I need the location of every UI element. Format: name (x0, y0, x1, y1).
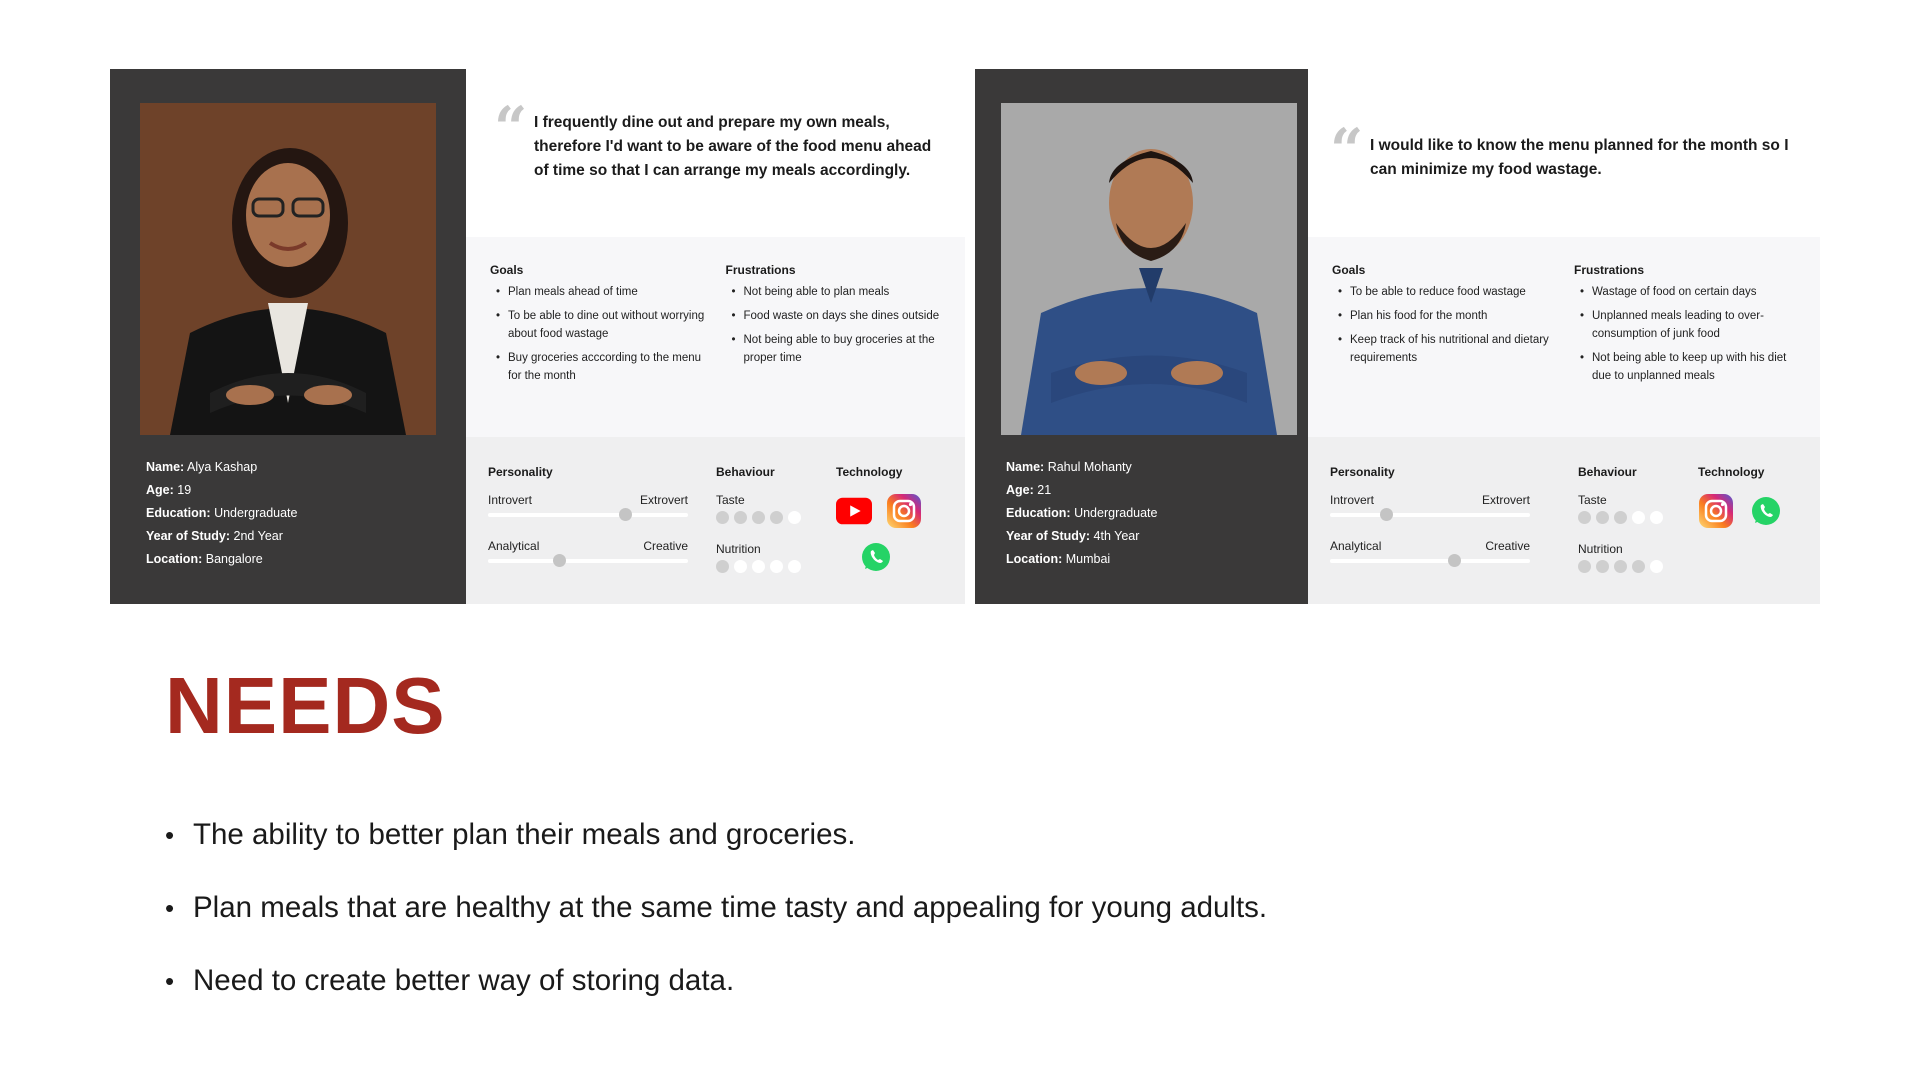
info-name: Name: Alya Kashap (146, 460, 258, 474)
list-item: • To be able to dine out without worrying about food wastage (490, 307, 708, 343)
info-location: Location: Mumbai (1006, 552, 1111, 566)
rating-dot (1578, 511, 1591, 524)
profile-panel (975, 69, 1308, 604)
slider-knob (1448, 554, 1461, 567)
profile-panel (110, 69, 466, 604)
quote-text: I would like to know the menu planned for the month so I can minimize my food wastage. (1370, 137, 1789, 178)
needs-list (165, 815, 1267, 1034)
instagram-icon (886, 493, 922, 529)
slider-knob (553, 554, 566, 567)
quote-text: I frequently dine out and prepare my own meals, therefore I'd want to be aware of the food menu ahead of time so that I can arrange my meals accordingly. (534, 114, 932, 179)
slider-track (1330, 513, 1530, 517)
slider-left-label: Analytical (488, 539, 540, 553)
technology-heading: Technology (836, 465, 903, 479)
info-age: Age: 19 (146, 483, 192, 497)
technology-icons (836, 493, 926, 575)
personality-section (488, 465, 688, 604)
goals-frustrations (1308, 237, 1820, 437)
info-year: Year of Study: 4th Year (1006, 529, 1140, 543)
info-education: Education: Undergraduate (146, 506, 298, 520)
rating-dot (770, 560, 783, 573)
frustrations-list (726, 283, 944, 367)
rating-dot (1596, 511, 1609, 524)
rating-dot (1650, 560, 1663, 573)
frustrations-section (726, 263, 944, 437)
list-item: • The ability to better plan their meals and groceries. (165, 815, 1267, 888)
list-item: • Not being able to keep up with his diet due to unplanned meals (1574, 349, 1798, 385)
slider-right-label: Extrovert (639, 493, 688, 507)
persona-quote (1308, 69, 1820, 237)
rating-dot (752, 511, 765, 524)
rating-dot (734, 560, 747, 573)
list-item: • Not being able to plan meals (726, 283, 944, 301)
slider-left-label: Introvert (1330, 493, 1375, 507)
goals-section (1332, 263, 1556, 437)
youtube-icon (836, 493, 872, 529)
slider-knob (1380, 508, 1393, 521)
goals-heading: Goals (490, 263, 524, 277)
personality-slider (1330, 493, 1530, 517)
technology-section (836, 465, 936, 604)
rating-dot (752, 560, 765, 573)
list-item: • Plan his food for the month (1332, 307, 1556, 325)
list-item: • Buy groceries acccording to the menu for the month (490, 349, 708, 385)
slider-track (488, 513, 688, 517)
persona-photo (1001, 103, 1297, 435)
list-item: • Wastage of food on certain days (1574, 283, 1798, 301)
goals-section (490, 263, 708, 437)
info-year: Year of Study: 2nd Year (146, 529, 283, 543)
personality-heading: Personality (1330, 465, 1395, 479)
instagram-icon (1698, 493, 1734, 529)
rating-dot (1596, 560, 1609, 573)
info-location: Location: Bangalore (146, 552, 263, 566)
rating-dot (716, 560, 729, 573)
frustrations-list (1574, 283, 1798, 385)
details-panel (466, 69, 965, 604)
persona-quote (466, 69, 965, 237)
rating-dots (1578, 560, 1698, 573)
persona-card-2 (975, 69, 1820, 604)
rating-dot (770, 511, 783, 524)
whatsapp-icon (858, 539, 894, 575)
slider-right-label: Extrovert (1481, 493, 1530, 507)
persona-card-1 (110, 69, 965, 604)
behaviour-section (716, 465, 836, 604)
rating-dot (734, 511, 747, 524)
technology-section (1698, 465, 1798, 604)
slider-right-label: Creative (1485, 539, 1530, 553)
traits-panel (466, 437, 965, 604)
list-item: • Not being able to buy groceries at the proper time (726, 331, 944, 367)
rating-dots (716, 511, 836, 524)
personality-heading: Personality (488, 465, 553, 479)
persona-photo (140, 103, 436, 435)
traits-panel (1308, 437, 1820, 604)
goals-list (490, 283, 708, 385)
behaviour-label: Nutrition (1578, 542, 1623, 556)
list-item: • Plan meals that are healthy at the same time tasty and appealing for young adults. (165, 888, 1267, 961)
technology-icons (1698, 493, 1788, 529)
list-item: • To be able to reduce food wastage (1332, 283, 1556, 301)
rating-dot (1578, 560, 1591, 573)
behaviour-heading: Behaviour (1578, 465, 1637, 479)
list-item: • Unplanned meals leading to over-consumption of junk food (1574, 307, 1798, 343)
list-item: • Need to create better way of storing data. (165, 961, 1267, 1034)
slider-track (1330, 559, 1530, 563)
quote-icon: “ (494, 94, 528, 162)
slider-track (488, 559, 688, 563)
behaviour-heading: Behaviour (716, 465, 775, 479)
whatsapp-icon (1748, 493, 1784, 529)
personality-slider (488, 539, 688, 563)
behaviour-label: Taste (716, 493, 745, 507)
slider-left-label: Analytical (1330, 539, 1382, 553)
slider-left-label: Introvert (488, 493, 533, 507)
goals-frustrations (466, 237, 965, 437)
rating-dots (1578, 511, 1698, 524)
rating-dot (788, 511, 801, 524)
frustrations-section (1574, 263, 1798, 437)
needs-title: NEEDS (165, 661, 446, 750)
slider-right-label: Creative (643, 539, 688, 553)
rating-dot (1614, 560, 1627, 573)
goals-heading: Goals (1332, 263, 1366, 277)
rating-dot (1650, 511, 1663, 524)
quote-icon: “ (1330, 116, 1364, 184)
slider-knob (619, 508, 632, 521)
persona-row (110, 69, 1820, 604)
technology-heading: Technology (1698, 465, 1765, 479)
rating-dot (788, 560, 801, 573)
personality-slider (488, 493, 688, 517)
personality-slider (1330, 539, 1530, 563)
personality-section (1330, 465, 1530, 604)
details-panel (1308, 69, 1820, 604)
info-age: Age: 21 (1006, 483, 1052, 497)
persona-info (146, 456, 297, 571)
rating-dot (1614, 511, 1627, 524)
list-item: • Food waste on days she dines outside (726, 307, 944, 325)
frustrations-heading: Frustrations (725, 263, 796, 277)
behaviour-label: Nutrition (716, 542, 761, 556)
behaviour-section (1578, 465, 1698, 604)
rating-dots (716, 560, 836, 573)
rating-dot (1632, 560, 1645, 573)
rating-dot (1632, 511, 1645, 524)
info-name: Name: Rahul Mohanty (1006, 460, 1132, 474)
rating-dot (716, 511, 729, 524)
goals-list (1332, 283, 1556, 367)
list-item: • Plan meals ahead of time (490, 283, 708, 301)
behaviour-label: Taste (1578, 493, 1607, 507)
persona-info (1006, 456, 1157, 571)
info-education: Education: Undergraduate (1006, 506, 1158, 520)
frustrations-heading: Frustrations (1574, 263, 1645, 277)
list-item: • Keep track of his nutritional and dietary requirements (1332, 331, 1556, 367)
